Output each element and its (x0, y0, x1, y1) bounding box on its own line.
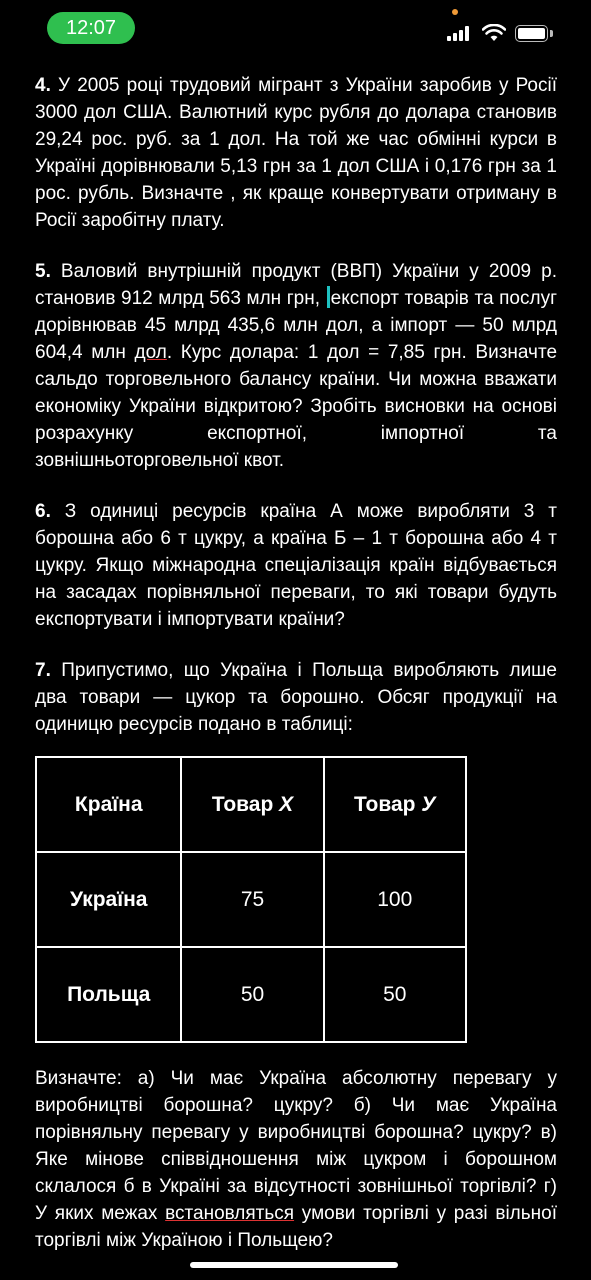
task-4-text: У 2005 році трудовий мігрант з України заробив у Росії 3000 дол США. Валютний курс рубля до долара становив 29,24 рос. руб. за 1 дол. На той же час обмінні курси в Україні дорівнювали 5,13 грн за 1 дол США і 0,176 грн за 1 рос. рубль. Визначте , як краще конвертувати отриману в Росії заробітну плату. (35, 75, 557, 231)
home-indicator[interactable] (190, 1262, 398, 1268)
battery-cap (550, 30, 553, 37)
task-5-text-b: експорт товарів та послуг дорівнював 45 млрд 435,6 млн дол, а імпорт — 50 млрд 604,4 млн (35, 288, 557, 363)
table-row (36, 947, 466, 1042)
task-4 (35, 72, 557, 234)
task-5-text-d: . Курс долара: 1 дол = 7,85 грн. Визначте сальдо торговельного балансу країни. Чи можна вважати економіку України відкритою? Зробіть висновки на основі розрахунку експортної, імпортної та зовнішньоторговельної квот. (35, 342, 558, 471)
table-cell-value: 75 (181, 852, 323, 947)
task-5-text-a: Валовий внутрішній продукт (ВВП) України у 2009 р. становив 912 млрд 563 млн грн, (35, 261, 557, 309)
text-cursor (327, 286, 330, 308)
task-7 (35, 657, 557, 738)
task-4-number: 4. (35, 75, 51, 96)
task-7-question-c: умови торгівлі у разі вільної торгівлі між Україною і Польщею? (35, 1203, 557, 1251)
table-cell-value: 50 (181, 947, 323, 1042)
task-6 (35, 498, 557, 633)
table-cell-country: Польща (36, 947, 181, 1042)
task-5-number: 5. (35, 261, 51, 282)
mic-indicator-dot (452, 9, 458, 15)
task-7-number: 7. (35, 660, 51, 681)
task-7-question-a: Визначте: а) Чи має Україна абсолютну перевагу у виробництві борошна? цукру? б) Чи має Україна порівняльну перевагу у виробництві борошна? цукру? в) Яке мінове співвідношення між цукром і борошном склалося б в Україні за відсутності зовнішньої торгівлі? г) У яких межах (35, 1068, 557, 1224)
battery-icon (515, 25, 548, 42)
wifi-icon (482, 24, 506, 42)
task-6-text: З одиниці ресурсів країна А може виробляти 3 т борошна або 6 т цукру, а країна Б – 1 т борошна або 4 т цукру. Якщо міжнародна спеціалізація країн відбувається на засадах порівняльної переваги, то які товари будуть експортувати і імпортувати країни? (35, 501, 557, 630)
task-5 (35, 258, 557, 474)
table-header-country: Країна (36, 757, 181, 852)
table-row (36, 852, 466, 947)
good-x-var: X (279, 792, 294, 816)
status-time[interactable]: 12:07 (47, 12, 135, 44)
table-cell-country: Україна (36, 852, 181, 947)
task-6-number: 6. (35, 501, 51, 522)
task-7-text: Припустимо, що Україна і Польща виробляють лише два товари — цукор та борошно. Обсяг продукції на одиницю ресурсів подано в таблиці: (35, 660, 557, 735)
good-y-var: У (421, 792, 436, 816)
table-cell-value: 100 (324, 852, 466, 947)
task-5-spellcheck-word: дол (134, 342, 167, 363)
table-header-good-y: Товар У (324, 757, 466, 852)
table-cell-value: 50 (324, 947, 466, 1042)
table-header-good-x: Товар X (181, 757, 323, 852)
task-7-questions (35, 1065, 557, 1254)
production-table (35, 756, 467, 1043)
table-header-row (36, 757, 466, 852)
task-7-spellcheck-word: встановляться (165, 1203, 295, 1224)
cellular-signal-icon (447, 26, 471, 41)
document-content (35, 72, 557, 1254)
status-bar (0, 0, 591, 62)
